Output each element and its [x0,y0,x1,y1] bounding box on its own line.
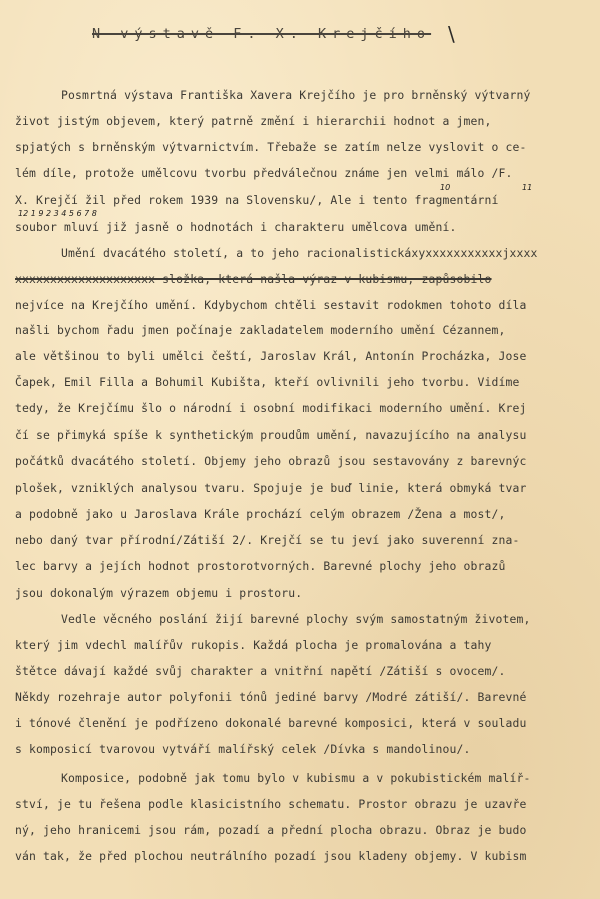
text-line: ale většinou to byli umělci čeští, Jaroslav Král, Antonín Procházka, Jose [15,349,527,363]
text-line: tedy, že Krejčímu šlo o národní i osobní modifikaci moderního umění. Krej [15,401,527,415]
text-line: ný, jeho hranicemi jsou rám, pozadí a přední plocha obrazu. Obraz je budo [15,823,527,837]
text-line: X. Krejčí žil před rokem 1939 na Slovensku/, Ale i tento fragmentární [15,193,499,207]
text-line: jsou dokonalým výrazem objemu i prostoru. [15,586,303,600]
reorder-number: 10 [440,183,451,192]
text-line: ván tak, že před plochou neutrálního pozadí jsou kladeny objemy. V kubism [15,849,527,863]
text-line: nejvíce na Krejčího umění. Kdybychom chtěli sestavit rodokmen tohoto díla [15,298,527,312]
text-line: nebo daný tvar přírodní/Zátiší 2/. Krejčí se tu jeví jako suverenní zna- [15,533,520,547]
text-line: Komposice, podobně jak tomu bylo v kubismu a v pokubistickém malíř- [61,771,531,785]
reorder-number: 11 [522,183,533,192]
text-line: s komposicí tvarovou vytváří malířský celek /Dívka s mandolinou/. [15,742,471,756]
text-line: lec barvy a jejích hodnot prostorotvorných. Barevné plochy jeho obrazů [15,559,506,573]
text-line: i tónové členění je podřízeno dokonalé barevné komposici, která v souladu [15,716,527,730]
text-line: Někdy rozehraje autor polyfonii tónů jediné barvy /Modré zátiší/. Barevné [15,690,527,704]
text-line: soubor mluví již jasně o hodnotách i charakteru umělcova umění. [15,220,457,234]
text-line: Čapek, Emil Filla a Bohumil Kubišta, kteří ovlivnili jeho tvorbu. Vidíme [15,375,520,389]
text-line: ství, je tu řešena podle klasicistního schematu. Prostor obrazu je uzavře [15,797,527,811]
text-line: Posmrtná výstava Františka Xavera Krejčího je pro brněnský výtvarný [61,88,531,102]
text-line: plošek, vzniklých analysou tvaru. Spojuje je buď linie, která obmyká tvar [15,481,527,495]
text-line: našli bychom řadu jmen počínaje zakladatelem moderního umění Cézannem, [15,323,506,337]
text-line: který jim vdechl malířův rukopis. Každá plocha je promalována a tahy [15,638,492,652]
text-line: život jistým objevem, který patrně změní i hierarchii hodnot a jmen, [15,114,492,128]
text-line: Vedle věcného poslání žijí barevné plochy svým samostatným životem, [61,612,531,626]
text-line: čí se přimyká spíše k synthetickým proudům umění, navazujícího na analysu [15,428,527,442]
text-line: lém díle, protože umělcovu tvorbu předválečnou známe jen velmi málo /F. [15,166,513,180]
reorder-numbers: 12 1 9 2 3 4 5 6 7 8 [18,209,97,218]
struck-text-line: xxxxxxxxxxxxxxxxxxxx složka, která našla výraz v kubismu, zapůsobilo [15,272,492,286]
page-title: N výstavě F. X. Krejčího [92,26,432,42]
text-line: a podobně jako u Jaroslava Krále prochází celým obrazem /Žena a most/, [15,507,506,521]
text-line: Umění dvacátého století, a to jeho racionalistickáxyxxxxxxxxxxxjxxxx [61,246,538,260]
text-line: štětce dávají každé svůj charakter a vnitřní napětí /Zátiší s ovocem/. [15,664,506,678]
text-line: spjatých s brněnským výtvarnictvím. Třebaže se zatím nelze vyslovit o ce- [15,140,527,154]
handwritten-title-mark: \ [448,22,455,46]
text-line: počátků dvacátého století. Objemy jeho obrazů jsou sestavovány z barevnýc [15,454,527,468]
